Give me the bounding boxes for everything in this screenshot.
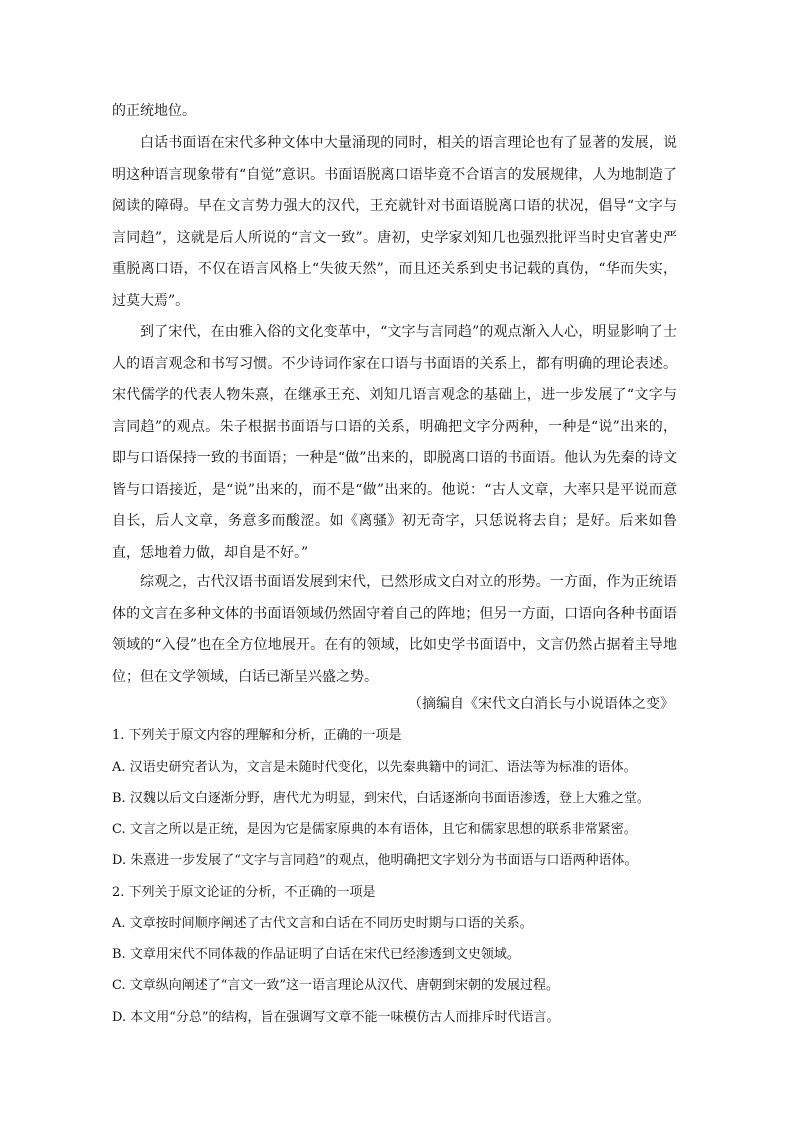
paragraph-2: 到了宋代，在由雅入俗的文化变革中，“文字与言同趋”的观点渐入人心，明显影响了士人的语言观念和书写习惯。不少诗词作家在口语与书面语的关系上，都有明确的理论表述。宋代儒学的代表人物朱熹，在继承王充、刘知几语言观念的基础上，进一步发展了“文字与言同趋”的观点。朱子根据书面语与口语的关系，明确把文字分两种，一种是“说”出来的，即与口语保持一致的书面语；一种是“做”出来的，即脱离口语的书面语。他认为先秦的诗文皆与口语接近，是“说”出来的，而不是“做”出来的。他说：“古人文章，大率只是平说而意自长，后人文章，务意多而酸涩。如《离骚》初无奇字，只恁说将去自；是好。后来如鲁直，恁地着力做，却自是不好。” (112, 324, 677, 561)
question-2-stem: 2. 下列关于原文论证的分析，不正确的一项是 (112, 885, 376, 900)
question-2-option-c: C. 文章纵向阐述了“言文一致”这一语言理论从汉代、唐朝到宋朝的发展过程。 (112, 978, 560, 993)
question-2-option-a: A. 文章按时间顺序阐述了古代文言和白话在不同历史时期与口语的关系。 (112, 916, 533, 931)
question-1-stem: 1. 下列关于原文内容的理解和分析，正确的一项是 (112, 728, 402, 743)
question-1-option-b: B. 汉魏以后文白逐渐分野，唐代尤为明显，到宋代，白话逐渐向书面语渗透，登上大雅之堂。 (112, 791, 650, 806)
question-1-option-c: C. 文言之所以是正统，是因为它是儒家原典的本有语体，且它和儒家思想的联系非常紧密。 (112, 822, 637, 837)
paragraph-0: 的正统地位。 (112, 103, 196, 119)
question-1-option-d: D. 朱熹进一步发展了“文字与言同趋”的观点，他明确把文字划分为书面语与口语两种语体。 (112, 853, 638, 868)
paragraph-3: 综观之，古代汉语书面语发展到宋代，已然形成文白对立的形势。一方面，作为正统语体的文言在多种文体的书面语领域仍然固守着自己的阵地；但另一方面，口语向各种书面语领域的“入侵”也在全方位地展开。在有的领域，比如史学书面语中，文言仍然占据着主导地位；但在文学领域，白话已渐呈兴盛之势。 (112, 574, 677, 685)
question-1-option-a: A. 汉语史研究者认为，文言是未随时代变化，以先秦典籍中的词汇、语法等为标准的语体。 (112, 760, 637, 775)
question-2-option-b: B. 文章用宋代不同体裁的作品证明了白话在宋代已经渗透到文史领域。 (112, 947, 520, 962)
question-2-option-d: D. 本文用“分总”的结构，旨在强调写文章不能一味模仿古人而排斥时代语言。 (112, 1010, 560, 1025)
source-citation: （摘编自《宋代文白消长与小说语体之变》 (408, 696, 674, 712)
paragraph-1: 白话书面语在宋代多种文体中大量涌现的同时，相关的语言理论也有了显著的发展，说明这种语言现象带有“自觉”意识。书面语脱离口语毕竟不合语言的发展规律，人为地制造了阅读的障碍。早在文言势力强大的汉代，王充就针对书面语脱离口语的状况，倡导“文字与言同趋”，这就是后人所说的“言文一致”。唐初，史学家刘知几也强烈批评当时史官著史严重脱离口语，不仅在语言风格上“失彼天然”，而且还关系到史书记载的真伪，“华而失实，过莫大焉”。 (112, 135, 677, 309)
